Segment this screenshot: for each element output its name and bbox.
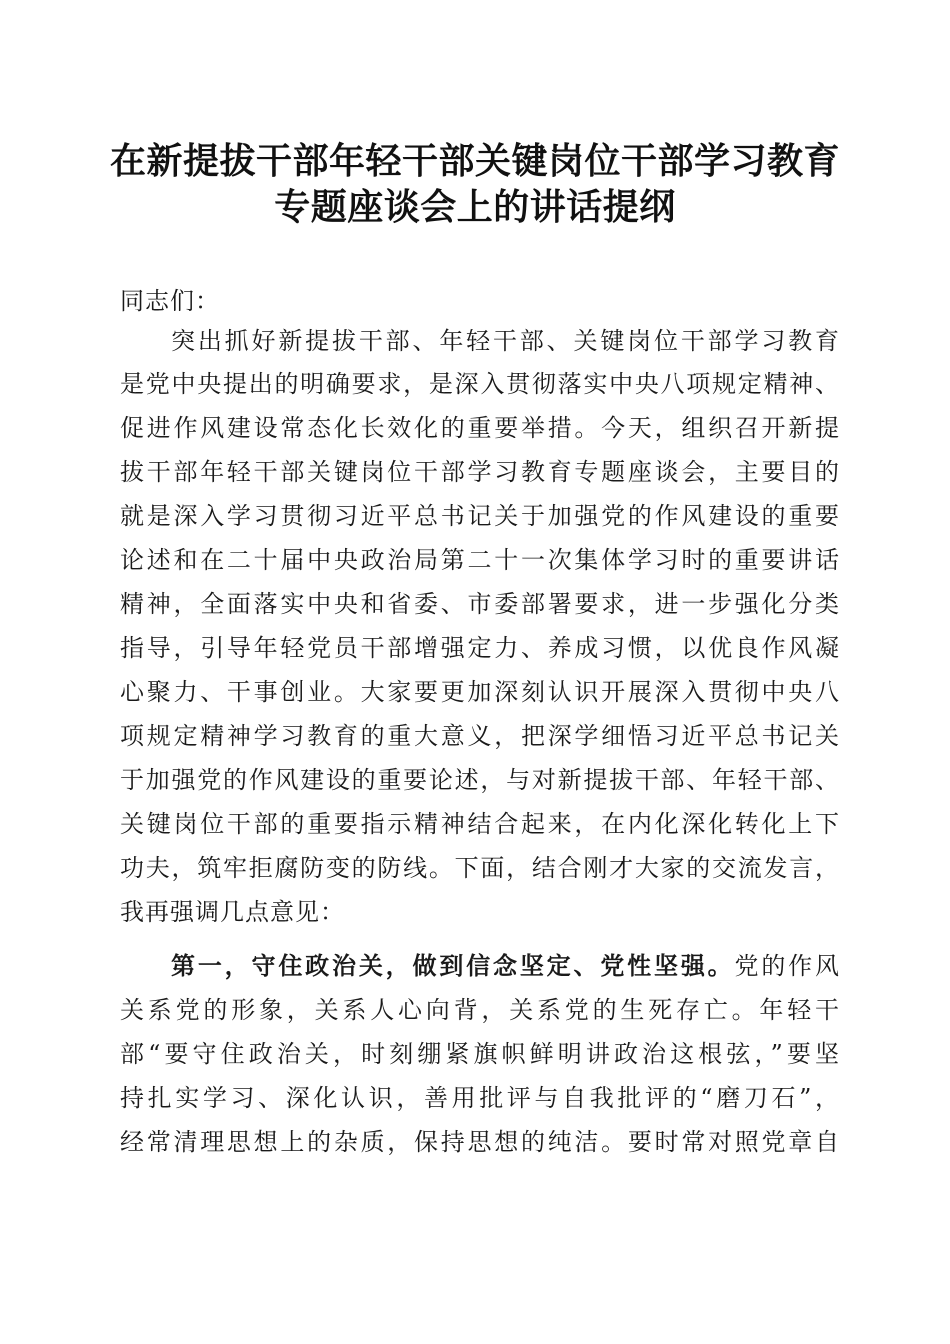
greeting: 同志们： — [120, 287, 220, 315]
paragraph-1-line: 拔干部年轻干部关键岗位干部学习教育专题座谈会，主要目的 — [120, 458, 840, 486]
paragraph-1-line: 精神，全面落实中央和省委、市委部署要求，进一步强化分类 — [120, 590, 840, 618]
paragraph-1-line: 指导，引导年轻党员干部增强定力、养成习惯，以优良作风凝 — [120, 634, 840, 662]
paragraph-1-line: 功夫，筑牢拒腐防变的防线。下面，结合刚才大家的交流发言， — [120, 854, 840, 882]
paragraph-1-line: 我再强调几点意见： — [120, 898, 345, 926]
paragraph-1-line: 是党中央提出的明确要求，是深入贯彻落实中央八项规定精神、 — [120, 370, 840, 398]
paragraph-2-line: 关系党的形象，关系人心向背，关系党的生死存亡。年轻干 — [120, 996, 840, 1024]
paragraph-2-line: 经常清理思想上的杂质，保持思想的纯洁。要时常对照党章自 — [120, 1128, 840, 1156]
section-heading-1: 第一，守住政治关，做到信念坚定、党性坚强。 — [171, 951, 735, 980]
paragraph-1-line: 于加强党的作风建设的重要论述，与对新提拔干部、年轻干部、 — [120, 766, 840, 794]
paragraph-1-line: 心聚力、干事创业。大家要更加深刻认识开展深入贯彻中央八 — [120, 678, 840, 706]
paragraph-1-line: 关键岗位干部的重要指示精神结合起来，在内化深化转化上下 — [120, 810, 840, 838]
paragraph-2-first-line-text: 党的作风 — [734, 952, 840, 980]
document-title-line-1: 在新提拔干部年轻干部关键岗位干部学习教育 — [109, 140, 840, 182]
document-title-line-2: 专题座谈会上的讲话提纲 — [274, 186, 676, 228]
paragraph-1-line: 就是深入学习贯彻习近平总书记关于加强党的作风建设的重要 — [120, 502, 840, 530]
paragraph-1-line: 项规定精神学习教育的重大意义，把深学细悟习近平总书记关 — [120, 722, 840, 750]
paragraph-2-line: 持扎实学习、深化认识，善用批评与自我批评的“磨刀石”， — [120, 1084, 840, 1112]
paragraph-1-line: 突出抓好新提拔干部、年轻干部、关键岗位干部学习教育 — [171, 327, 840, 355]
paragraph-2-line: 部“要守住政治关，时刻绷紧旗帜鲜明讲政治这根弦，”要坚 — [120, 1040, 840, 1068]
paragraph-1-line: 促进作风建设常态化长效化的重要举措。今天，组织召开新提 — [120, 414, 840, 442]
paragraph-2-first-line — [171, 946, 840, 986]
paragraph-1-line: 论述和在二十届中央政治局第二十一次集体学习时的重要讲话 — [120, 546, 840, 574]
